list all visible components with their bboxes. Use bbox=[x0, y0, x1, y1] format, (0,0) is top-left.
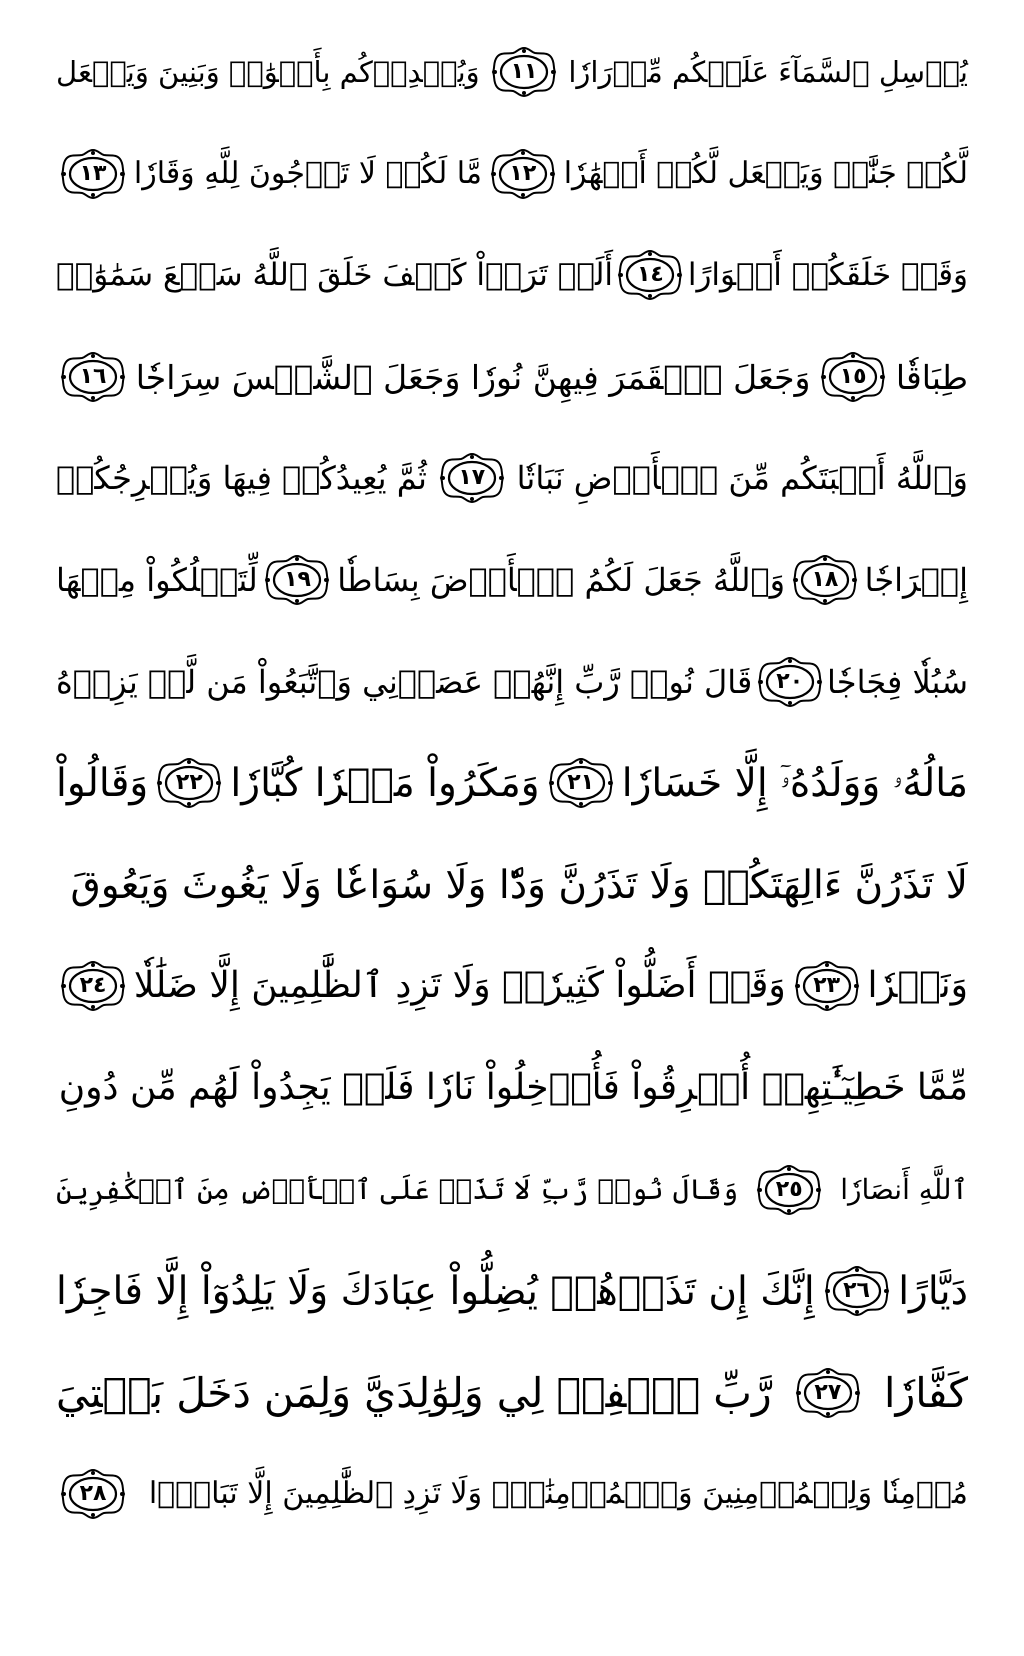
ayah-end-marker bbox=[60, 148, 126, 200]
verse-text: أَلَمۡ تَرَوۡاْ كَيۡفَ خَلَقَ ٱللَّهُ سَبۡعَ سَمَٰوَٰتٖ bbox=[56, 256, 614, 293]
verse-line bbox=[56, 227, 968, 323]
verse-text: يُرۡسِلِ ٱلسَّمَآءَ عَلَيۡكُم مِّدۡرَارٗا bbox=[568, 54, 968, 89]
verse-line bbox=[56, 938, 968, 1034]
verse-text: مِّمَّا خَطِيٓـَٰٔتِهِمۡ أُغۡرِقُواْ فَأُدۡخِلُواْ نَارٗا فَلَمۡ يَجِدُواْ لَهُم مِّن دُونِ bbox=[58, 1067, 968, 1108]
verse-text: وَقَدۡ أَضَلُّواْ كَثِيرٗاۖ وَلَا تَزِدِ ٱلظَّٰلِمِينَ إِلَّا ضَلَٰلٗا bbox=[133, 965, 786, 1006]
verse-line bbox=[56, 1142, 968, 1238]
ayah-number: ١٦ bbox=[79, 364, 107, 389]
verse-text: طِبَاقٗا bbox=[895, 357, 968, 397]
verse-line bbox=[56, 24, 968, 120]
ayah-number: ٢٨ bbox=[79, 1481, 107, 1506]
ayah-number: ١٨ bbox=[811, 567, 839, 592]
verse-text: وَيُمۡدِدۡكُم بِأَمۡوَٰلٖ وَبَنِينَ وَيَجۡعَل bbox=[56, 54, 480, 89]
verse-text: قَالَ نُوحٞ رَّبِّ إِنَّهُمۡ عَصَوۡنِي وَٱتَّبَعُواْ مَن لَّمۡ يَزِدۡهُ bbox=[56, 663, 753, 701]
verse-text: وَقَالَ نُوحٞ رَّبِّ لَا تَذَرۡ عَلَى ٱلۡأَرۡضِ مِنَ ٱلۡكَٰفِرِينَ bbox=[56, 1173, 739, 1206]
ayah-end-marker bbox=[824, 1265, 890, 1317]
ayah-number: ١٣ bbox=[79, 161, 107, 186]
verse-text: وَقَالُواْ bbox=[56, 760, 149, 806]
ayah-end-marker bbox=[794, 960, 860, 1012]
verse-text: مَالُهُۥ وَوَلَدُهُۥٓ إِلَّا خَسَارٗا bbox=[621, 760, 968, 806]
ayah-number: ٢٢ bbox=[175, 770, 203, 795]
ayah-number: ١١ bbox=[510, 59, 538, 84]
ayah-end-marker bbox=[617, 249, 683, 301]
verse-text: وَٱللَّهُ أَنۢبَتَكُم مِّنَ ٱلۡأَرۡضِ نَبَاتٗا bbox=[516, 459, 968, 497]
ayah-number: ٢٦ bbox=[843, 1278, 870, 1303]
ayah-end-marker bbox=[820, 351, 886, 403]
ayah-number: ١٥ bbox=[839, 364, 867, 389]
ayah-end-marker bbox=[60, 1468, 126, 1520]
verse-line bbox=[56, 735, 968, 831]
ayah-number: ٢٤ bbox=[79, 973, 107, 998]
ayah-end-marker bbox=[439, 452, 505, 504]
ayah-end-marker bbox=[60, 960, 126, 1012]
verse-text: ثُمَّ يُعِيدُكُمۡ فِيهَا وَيُخۡرِجُكُمۡ bbox=[56, 459, 427, 497]
ayah-number: ٢٣ bbox=[813, 973, 841, 998]
verse-line bbox=[56, 430, 968, 526]
ayah-end-marker bbox=[756, 1164, 822, 1216]
ayah-end-marker bbox=[491, 46, 557, 98]
verse-line bbox=[56, 532, 968, 628]
verse-line bbox=[56, 329, 968, 425]
ayah-end-marker bbox=[548, 757, 614, 809]
verse-line bbox=[56, 1040, 968, 1136]
ayah-number: ١٢ bbox=[509, 161, 537, 186]
ayah-end-marker bbox=[490, 148, 556, 200]
verse-line bbox=[56, 634, 968, 730]
verse-text: وَنَسۡرٗا bbox=[867, 965, 968, 1006]
ayah-number: ٢٧ bbox=[814, 1380, 842, 1405]
verse-text: لَا تَذَرُنَّ ءَالِهَتَكُمۡ وَلَا تَذَرُنَّ وَدّٗا وَلَا سُوَاعٗا وَلَا يَغُوثَ وَيَعُوقَ bbox=[70, 862, 968, 908]
verse-text: دَيَّارًا bbox=[898, 1268, 968, 1314]
ayah-end-marker bbox=[757, 656, 823, 708]
verse-text: لِّتَسۡلُكُواْ مِنۡهَا bbox=[56, 561, 258, 599]
ayah-end-marker bbox=[60, 351, 126, 403]
verse-text: سُبُلٗا فِجَاجٗا bbox=[827, 663, 968, 701]
verse-text: مَّا لَكُمۡ لَا تَرۡجُونَ لِلَّهِ وَقَارٗا bbox=[133, 156, 482, 191]
verse-text: مُؤۡمِنٗا وَلِلۡمُؤۡمِنِينَ وَٱلۡمُؤۡمِنَٰتِۖ وَلَا تَزِدِ ٱلظَّٰلِمِينَ إِلَّا تَبَارَۢا bbox=[148, 1476, 968, 1511]
verse-text: إِخۡرَاجٗا bbox=[864, 561, 968, 599]
ayah-number: ٢١ bbox=[567, 770, 595, 795]
verse-text: وَجَعَلَ ٱلۡقَمَرَ فِيهِنَّ نُورٗا وَجَعَلَ ٱلشَّمۡسَ سِرَاجٗا bbox=[135, 357, 811, 397]
verse-text: وَٱللَّهُ جَعَلَ لَكُمُ ٱلۡأَرۡضَ بِسَاطٗا bbox=[337, 561, 786, 599]
verse-text: وَمَكَرُواْ مَكۡرٗا كُبَّارٗا bbox=[230, 760, 540, 806]
ayah-number: ٢٥ bbox=[775, 1177, 803, 1202]
verse-line bbox=[56, 1345, 968, 1441]
verse-text: رَّبِّ ٱغۡفِرۡ لِي وَلِوَٰلِدَيَّ وَلِمَن دَخَلَ بَيۡتِيَ bbox=[56, 1368, 772, 1417]
ayah-end-marker bbox=[156, 757, 222, 809]
verse-line bbox=[56, 1243, 968, 1339]
verse-line bbox=[56, 126, 968, 222]
verse-text: لَّكُمۡ جَنَّٰتٖ وَيَجۡعَل لَّكُمۡ أَنۡهَٰرٗا bbox=[563, 156, 968, 191]
ayah-number: ٢٠ bbox=[776, 669, 804, 694]
verse-text: إِنَّكَ إِن تَذَرۡهُمۡ يُضِلُّواْ عِبَادَكَ وَلَا يَلِدُوٓاْ إِلَّا فَاجِرٗا bbox=[56, 1268, 815, 1314]
verse-text: ٱللَّهِ أَنصَارٗا bbox=[840, 1173, 968, 1206]
ayah-end-marker bbox=[792, 554, 858, 606]
ayah-number: ١٩ bbox=[284, 567, 311, 592]
ayah-end-marker bbox=[795, 1367, 861, 1419]
verse-line bbox=[56, 1446, 968, 1542]
ayah-number: ١٤ bbox=[637, 262, 664, 287]
verse-text: كَفَّارٗا bbox=[884, 1368, 968, 1417]
verse-text: وَقَدۡ خَلَقَكُمۡ أَطۡوَارًا bbox=[687, 256, 968, 293]
ayah-number: ١٧ bbox=[458, 465, 486, 490]
verse-line bbox=[56, 837, 968, 933]
ayah-end-marker bbox=[264, 554, 330, 606]
